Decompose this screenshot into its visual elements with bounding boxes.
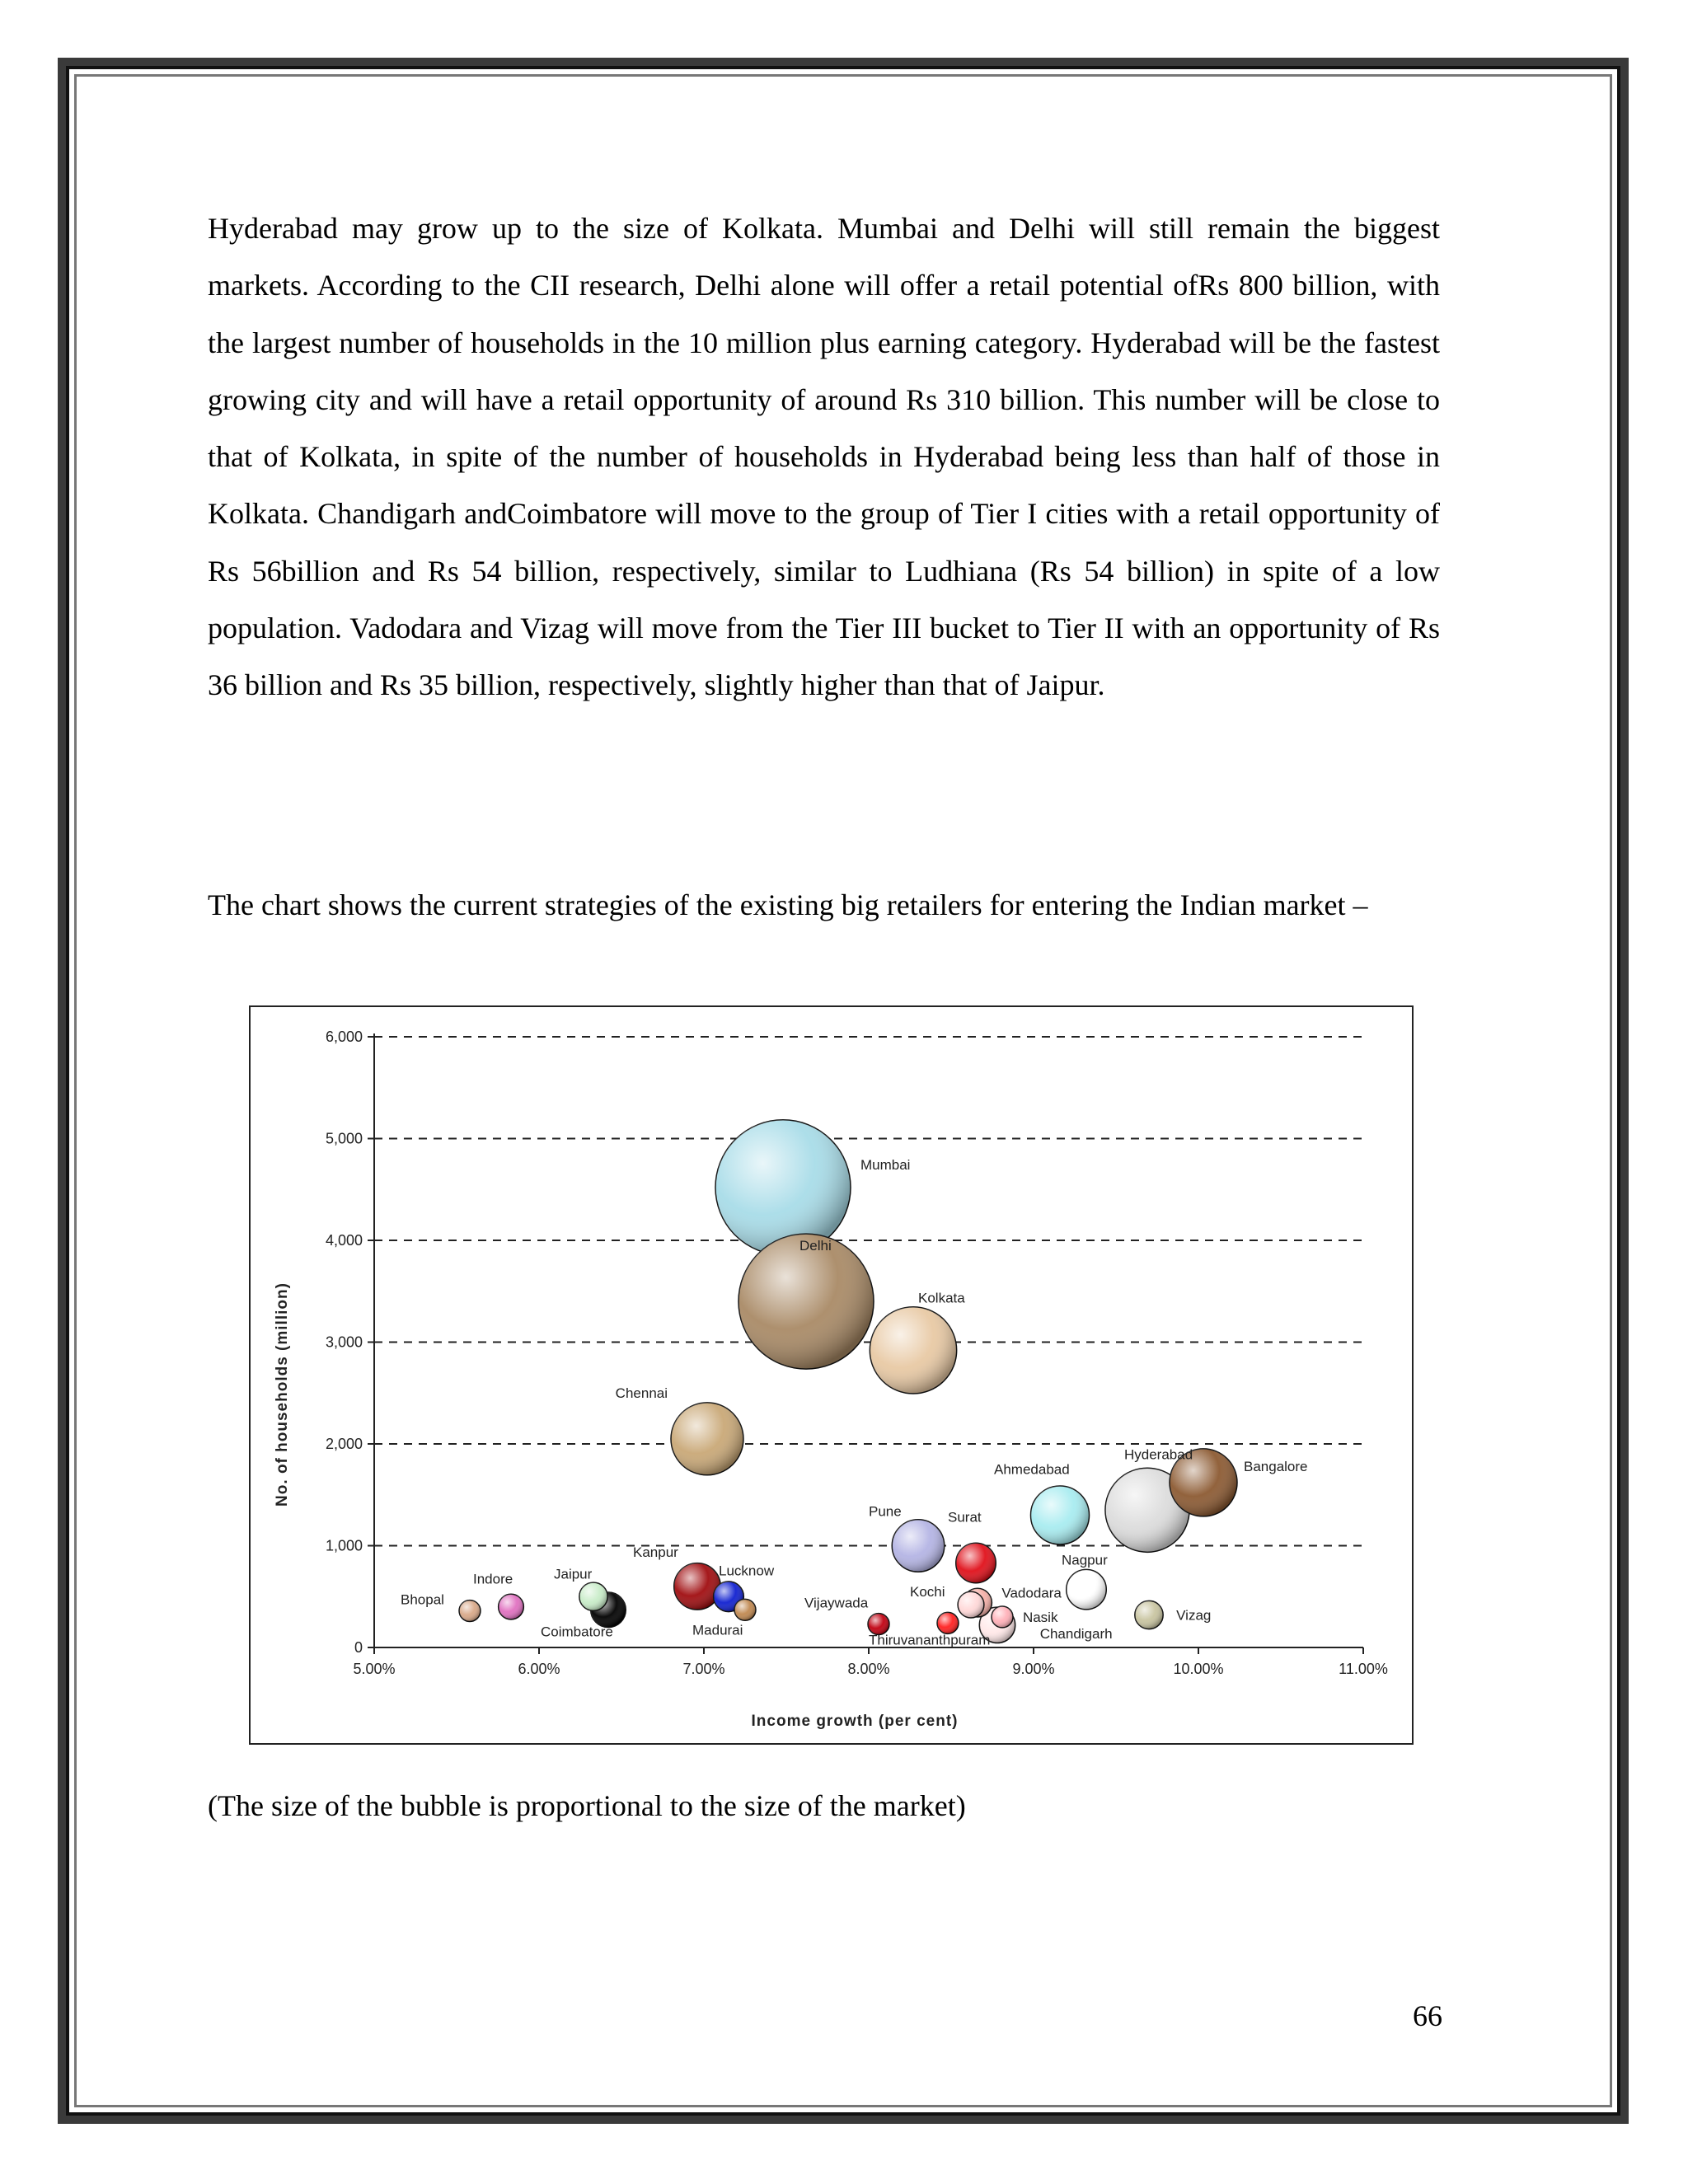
bubble-label-chennai: Chennai [615, 1385, 668, 1401]
bubble-label-lucknow: Lucknow [719, 1563, 775, 1579]
bubble-label-nagpur: Nagpur [1062, 1552, 1108, 1568]
x-tick-label: 10.00% [1173, 1661, 1224, 1677]
bubble-label-vijaywada: Vijaywada [804, 1595, 869, 1611]
bubble-shading-pune [892, 1520, 945, 1572]
y-axis-label: No. of households (million) [274, 1282, 291, 1507]
bubble-label-nasik: Nasik [1022, 1609, 1058, 1625]
bubble-shading-kolkata [870, 1307, 956, 1394]
bubble-shading-jaipur [579, 1582, 607, 1610]
bubble-shading-thiruvananthpuram [937, 1612, 959, 1633]
bubble-label-ahmedabad: Ahmedabad [994, 1461, 1070, 1478]
x-tick-label: 6.00% [518, 1661, 560, 1677]
bubble-shading-chennai [671, 1403, 743, 1475]
body-paragraph-2: The chart shows the current strategies of the existing big retailers for entering the Indian market – [208, 888, 1368, 921]
bubble-shading-ahmedabad [1030, 1486, 1089, 1544]
bubble-label-kanpur: Kanpur [633, 1544, 678, 1560]
bubble-label-indore: Indore [473, 1571, 513, 1587]
bubble-shading-indore [499, 1594, 524, 1619]
bubble-label-mumbai: Mumbai [860, 1156, 911, 1173]
y-tick-label: 6,000 [325, 1029, 363, 1045]
y-tick-label: 0 [354, 1639, 363, 1656]
bubble-shading-surat [956, 1543, 996, 1583]
bubble-chart-svg [251, 1007, 1412, 1743]
body-paragraph-1: Hyderabad may grow up to the size of Kolkata. Mumbai and Delhi will still remain the biggest markets. According to the CII research, Delhi alone will offer a retail potential ofRs 800 billion, with the largest number of households in the 10 million plus earning category. Hyderabad will be the fastest growing city and will have a retail opportunity of around Rs 310 billion. This number will be close to that of Kolkata, in spite of the number of households in Hyderabad being less than half of those in Kolkata. Chandigarh andCoimbatore will move to the group of Tier I cities with a retail opportunity of Rs 56billion and Rs 54 billion, respectively, similar to Ludhiana (Rs 54 billion) in spite of a low population. Vadodara and Vizag will move from the Tier III bucket to Tier II with an opportunity of Rs 36 billion and Rs 35 billion, respectively, slightly higher than that of Jaipur. [208, 212, 1440, 702]
bubble-shading-delhi [738, 1234, 874, 1369]
y-tick-label: 5,000 [325, 1130, 363, 1147]
bubble-label-bhopal: Bhopal [401, 1591, 444, 1608]
chart-caption: (The size of the bubble is proportional to the size of the market) [208, 1789, 966, 1822]
bubble-label-chandigarh: Chandigarh [1039, 1625, 1113, 1642]
bubble-shading-mumbai [715, 1120, 851, 1255]
bubble-label-madurai: Madurai [692, 1622, 743, 1638]
bubble-label-hyderabad: Hyderabad [1124, 1446, 1193, 1463]
bubble-label-jaipur: Jaipur [554, 1566, 593, 1582]
page-number: 66 [1413, 1999, 1442, 2032]
bubble-chart [249, 1005, 1414, 1745]
bubble-shading-vizag [1135, 1601, 1163, 1629]
x-tick-label: 9.00% [1012, 1661, 1055, 1677]
bubble-label-thiruvananthpuram: Thiruvananthpuram [869, 1632, 991, 1648]
bubble-shading-bhopal [459, 1601, 481, 1622]
y-tick-label: 1,000 [325, 1537, 363, 1554]
bubble-shading-nagpur [1067, 1569, 1107, 1610]
x-tick-label: 7.00% [682, 1661, 725, 1677]
bubble-label-delhi: Delhi [799, 1238, 832, 1254]
bubble-shading-kanpur [674, 1563, 721, 1610]
bubble-shading-madurai [734, 1599, 756, 1620]
x-tick-label: 8.00% [847, 1661, 890, 1677]
y-tick-label: 4,000 [325, 1232, 363, 1249]
bubble-label-pune: Pune [869, 1503, 902, 1520]
bubble-shading-kochi [958, 1591, 984, 1618]
x-tick-label: 11.00% [1339, 1661, 1388, 1677]
x-axis-label: Income growth (per cent) [751, 1713, 959, 1730]
x-tick-label: 5.00% [353, 1661, 396, 1677]
bubble-label-kolkata: Kolkata [918, 1290, 965, 1306]
bubble-label-coimbatore: Coimbatore [541, 1624, 613, 1640]
bubble-shading-nasik [992, 1606, 1013, 1628]
bubble-label-vizag: Vizag [1176, 1607, 1212, 1624]
y-tick-label: 3,000 [325, 1333, 363, 1351]
bubble-label-vadodara: Vadodara [1001, 1585, 1062, 1601]
bubble-label-kochi: Kochi [910, 1584, 945, 1601]
y-tick-label: 2,000 [325, 1436, 363, 1452]
bubble-label-surat: Surat [948, 1509, 982, 1526]
bubble-label-bangalore: Bangalore [1244, 1458, 1308, 1474]
